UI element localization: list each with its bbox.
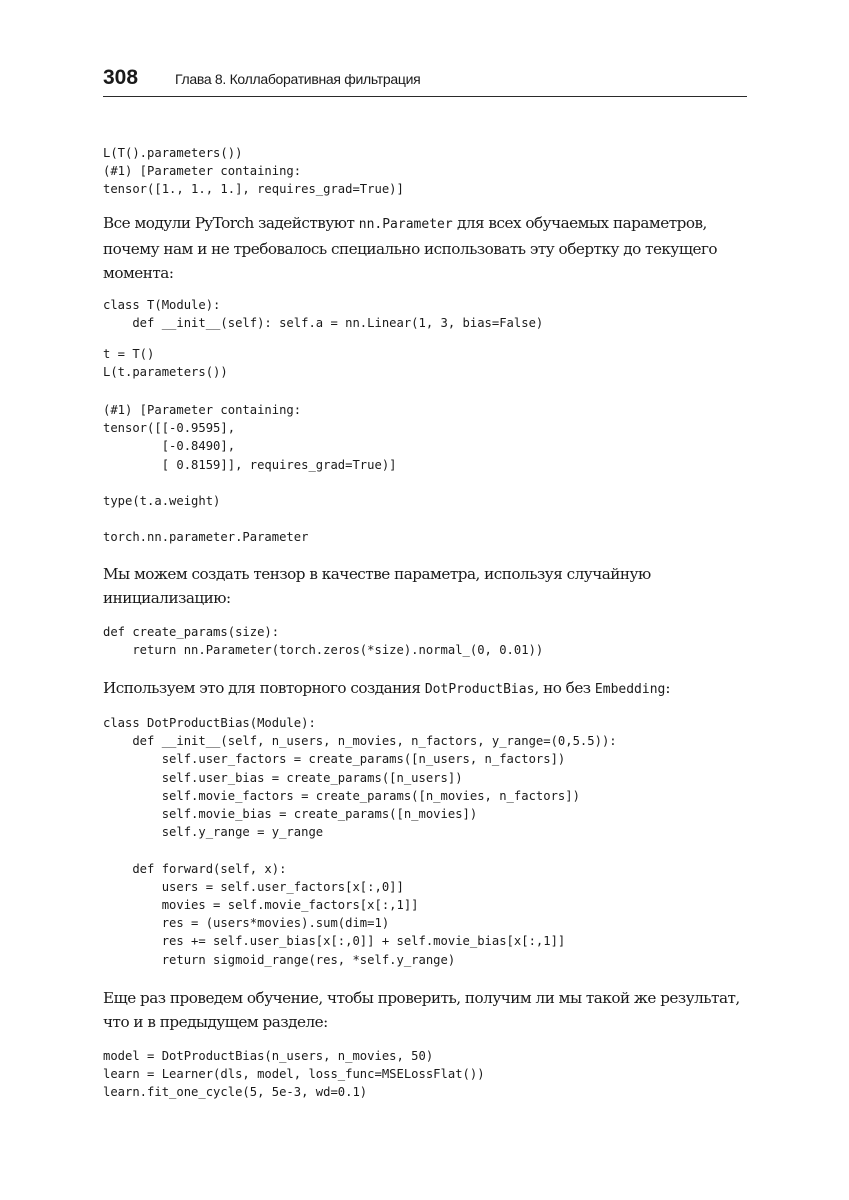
paragraph-random-init: Мы можем создать тензор в качестве параметра, используя случайную инициализацию: (103, 565, 651, 607)
paragraph-text: : (665, 679, 670, 697)
inline-code: Embedding (594, 682, 666, 697)
inline-code: nn.Parameter (358, 217, 453, 232)
code-block-tensor-output: (#1) [Parameter containing: tensor([[-0.9595], [-0.8490], [ 0.8159]], requires_grad=True)] (103, 403, 397, 472)
paragraph-text: Все модули PyTorch задействуют (103, 214, 359, 232)
paragraph-recreate-dotproductbias (103, 676, 753, 702)
paragraph-text: для всех обучаемых параметров, почему нам и не требовалось специально использовать эту обертку до текущего момента: (103, 214, 718, 282)
page-header (103, 66, 747, 97)
chapter-title: Глава 8. Коллаборативная фильтрация (175, 71, 421, 87)
paragraph-nn-parameter (103, 211, 753, 285)
code-block-parameters-output: L(T().parameters()) (#1) [Parameter containing: tensor([1., 1., 1.], requires_grad=True)] (103, 146, 404, 197)
code-block-dotproductbias-class: class DotProductBias(Module): def __init__(self, n_users, n_movies, n_factors, y_range=(0,5.5)): self.user_factors = create_params([n_users, n_factors]) self.user_bias = create_params([n_users]) self.movie_factors = create_params([n_movies, n_factors]) self.movie_bias = create_params([n_movies]) self.y_range = y_range def forward(self, x): users = self.user_factors[x[:,0]] movies = self.movie_factors[x[:,1]] res = (users*movies).sum(dim=1) res += self.user_bias[x[:,0]] + self.movie_bias[x[:,1]] return sigmoid_range(res, *self.y_range) (103, 716, 617, 967)
paragraph-text: Используем это для повторного создания (103, 679, 425, 697)
code-block-create-params: def create_params(size): return nn.Parameter(torch.zeros(*size).normal_(0, 0.01)) (103, 625, 544, 658)
code-block-parameter-type-output: torch.nn.parameter.Parameter (103, 530, 309, 544)
paragraph-retrain: Еще раз проведем обучение, чтобы проверить, получим ли мы такой же результат, что и в предыдущем разделе: (103, 989, 740, 1031)
code-block-learner-fit: model = DotProductBias(n_users, n_movies, 50) learn = Learner(dls, model, loss_func=MSELossFlat()) learn.fit_one_cycle(5, 5e-3, wd=0.1) (103, 1049, 485, 1100)
code-block-class-t: class T(Module): def __init__(self): self.a = nn.Linear(1, 3, bias=False) (103, 298, 544, 331)
code-block-type-weight: type(t.a.weight) (103, 494, 221, 508)
inline-code: DotProductBias (424, 682, 535, 697)
code-block-t-parameters: t = T() L(t.parameters()) (103, 347, 228, 380)
paragraph-text: , но без (534, 679, 595, 697)
page-number: 308 (103, 66, 139, 89)
